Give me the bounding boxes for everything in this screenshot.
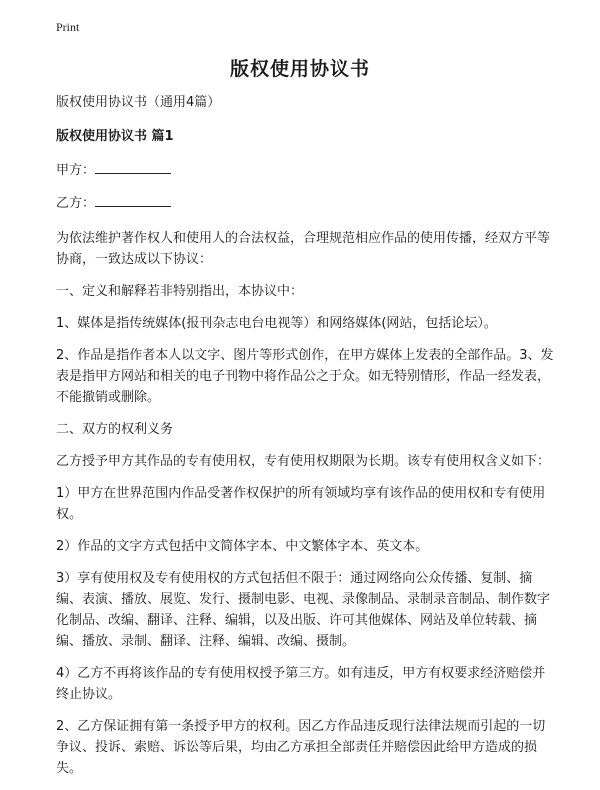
print-link[interactable]: Print: [56, 20, 80, 34]
document-subtitle: 版权使用协议书（通用4篇）: [56, 95, 221, 110]
paragraph: 2、作品是指作者本人以文字、图片等形式创作，在甲方媒体上发表的全部作品。3、发表是指甲方网站和相关的电子刊物中将作品公之于众。如无特别情形，作品一经发表，不能撤销或删除。: [56, 348, 554, 405]
party-b-blank: [95, 192, 171, 207]
paragraph: 4）乙方不再将该作品的专有使用权授予第三方。如有违反，甲方有权要求经济赔偿并终止协议。: [56, 666, 546, 702]
party-a-line: [56, 159, 556, 181]
paragraph: 二、双方的权利义务: [56, 422, 174, 437]
paragraph: 1、媒体是指传统媒体(报刊杂志电台电视等）和网络媒体(网站，包括论坛）。: [56, 316, 497, 331]
section-heading: 版权使用协议书 篇1: [56, 129, 174, 144]
party-a-blank: [95, 159, 171, 174]
paragraph: 3）享有使用权及专有使用权的方式包括但不限于：通过网络向公众传播、复制、摘编、表演、播放、展览、发行、摄制电影、电视、录像制品、录制录音制品、制作数字化制品、改编、翻译、注释、编辑，以及出版、许可其他媒体、网站及单位转载、摘编、播放、录制、翻译、注释、编辑、改编、摄制。: [56, 571, 551, 649]
paragraph: 2）作品的文字方式包括中文简体字本、中文繁体字本、英文本。: [56, 539, 429, 554]
paragraph: 2、乙方保证拥有第一条授予甲方的权利。因乙方作品违反现行法律法规而引起的一切争议、投诉、索赔、诉讼等后果，均由乙方承担全部责任并赔偿因此给甲方造成的损失。: [56, 719, 546, 776]
party-b-label: 乙方：: [56, 196, 96, 211]
paragraph: 为依法维护著作权人和使用人的合法权益，合理规范相应作品的使用传播，经双方平等协商，一致达成以下协议：: [56, 231, 551, 267]
party-a-label: 甲方：: [56, 163, 96, 178]
paragraph: 1）甲方在世界范围内作品受著作权保护的所有领域均享有该作品的使用权和专有使用权。: [56, 486, 546, 522]
paragraph: 乙方授予甲方其作品的专有使用权，专有使用权期限为长期。该专有使用权含义如下：: [56, 454, 551, 469]
document-title: 版权使用协议书: [229, 58, 370, 80]
document-body: [56, 92, 556, 790]
paragraph: 一、定义和解释若非特别指出，本协议中：: [56, 284, 304, 299]
party-b-line: [56, 192, 556, 214]
